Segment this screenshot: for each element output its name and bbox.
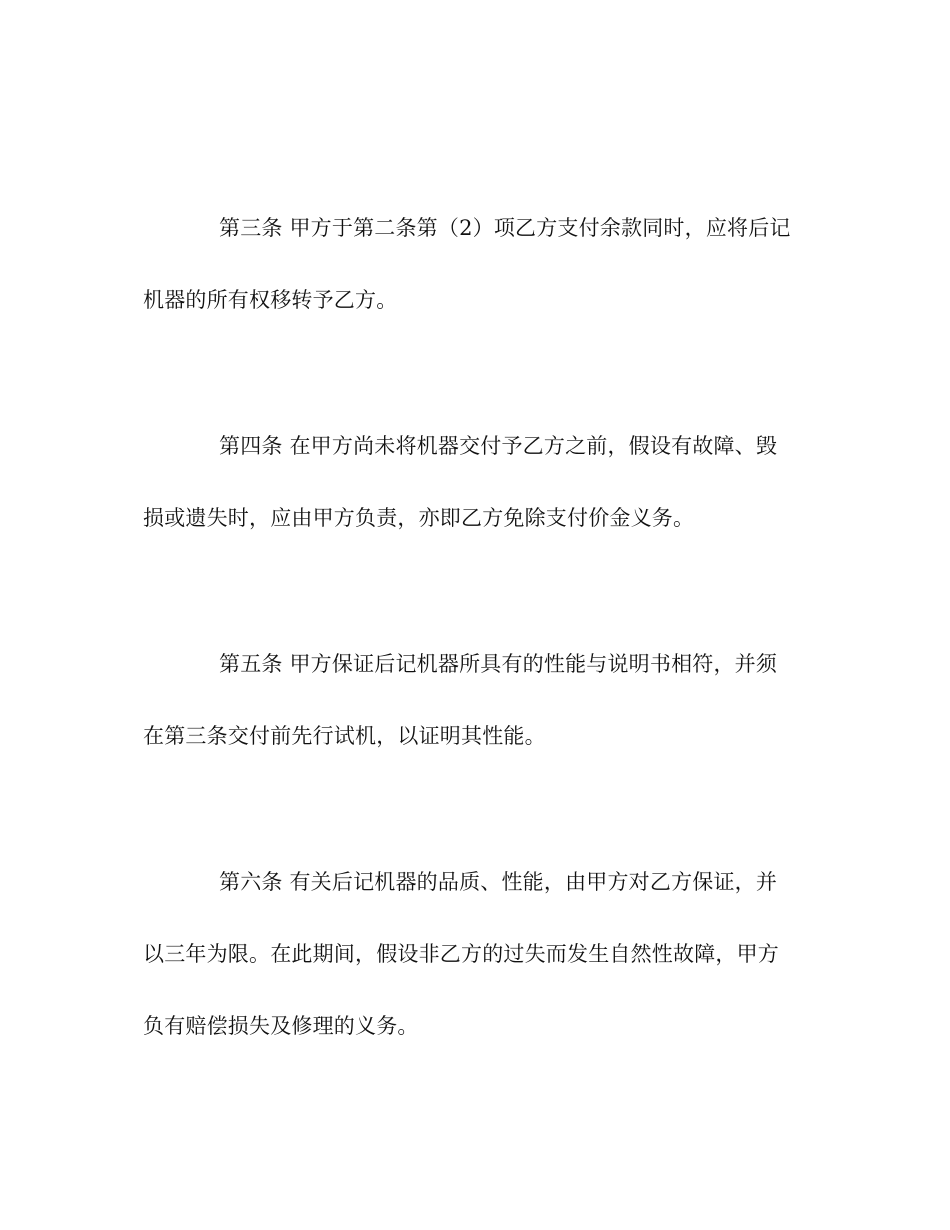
article-6-line-2: 以三年为限。在此期间，假设非乙方的过失而发生自然性故障，甲方 xyxy=(143,942,779,966)
article-6-line-1: 第六条 有关后记机器的品质、性能，由甲方对乙方保证，并 xyxy=(219,870,778,894)
article-4-line-1: 第四条 在甲方尚未将机器交付予乙方之前，假设有故障、毁 xyxy=(219,434,778,458)
article-5-line-1: 第五条 甲方保证后记机器所具有的性能与说明书相符，并须 xyxy=(219,652,778,676)
article-3-line-2: 机器的所有权移转予乙方。 xyxy=(143,288,398,312)
article-6-line-3: 负有赔偿损失及修理的义务。 xyxy=(143,1014,419,1038)
article-3-line-1: 第三条 甲方于第二条第（2）项乙方支付余款同时，应将后记 xyxy=(219,216,791,240)
article-4-line-2: 损或遗失时，应由甲方负责，亦即乙方免除支付价金义务。 xyxy=(143,506,695,530)
article-5-line-2: 在第三条交付前先行试机，以证明其性能。 xyxy=(143,724,546,748)
